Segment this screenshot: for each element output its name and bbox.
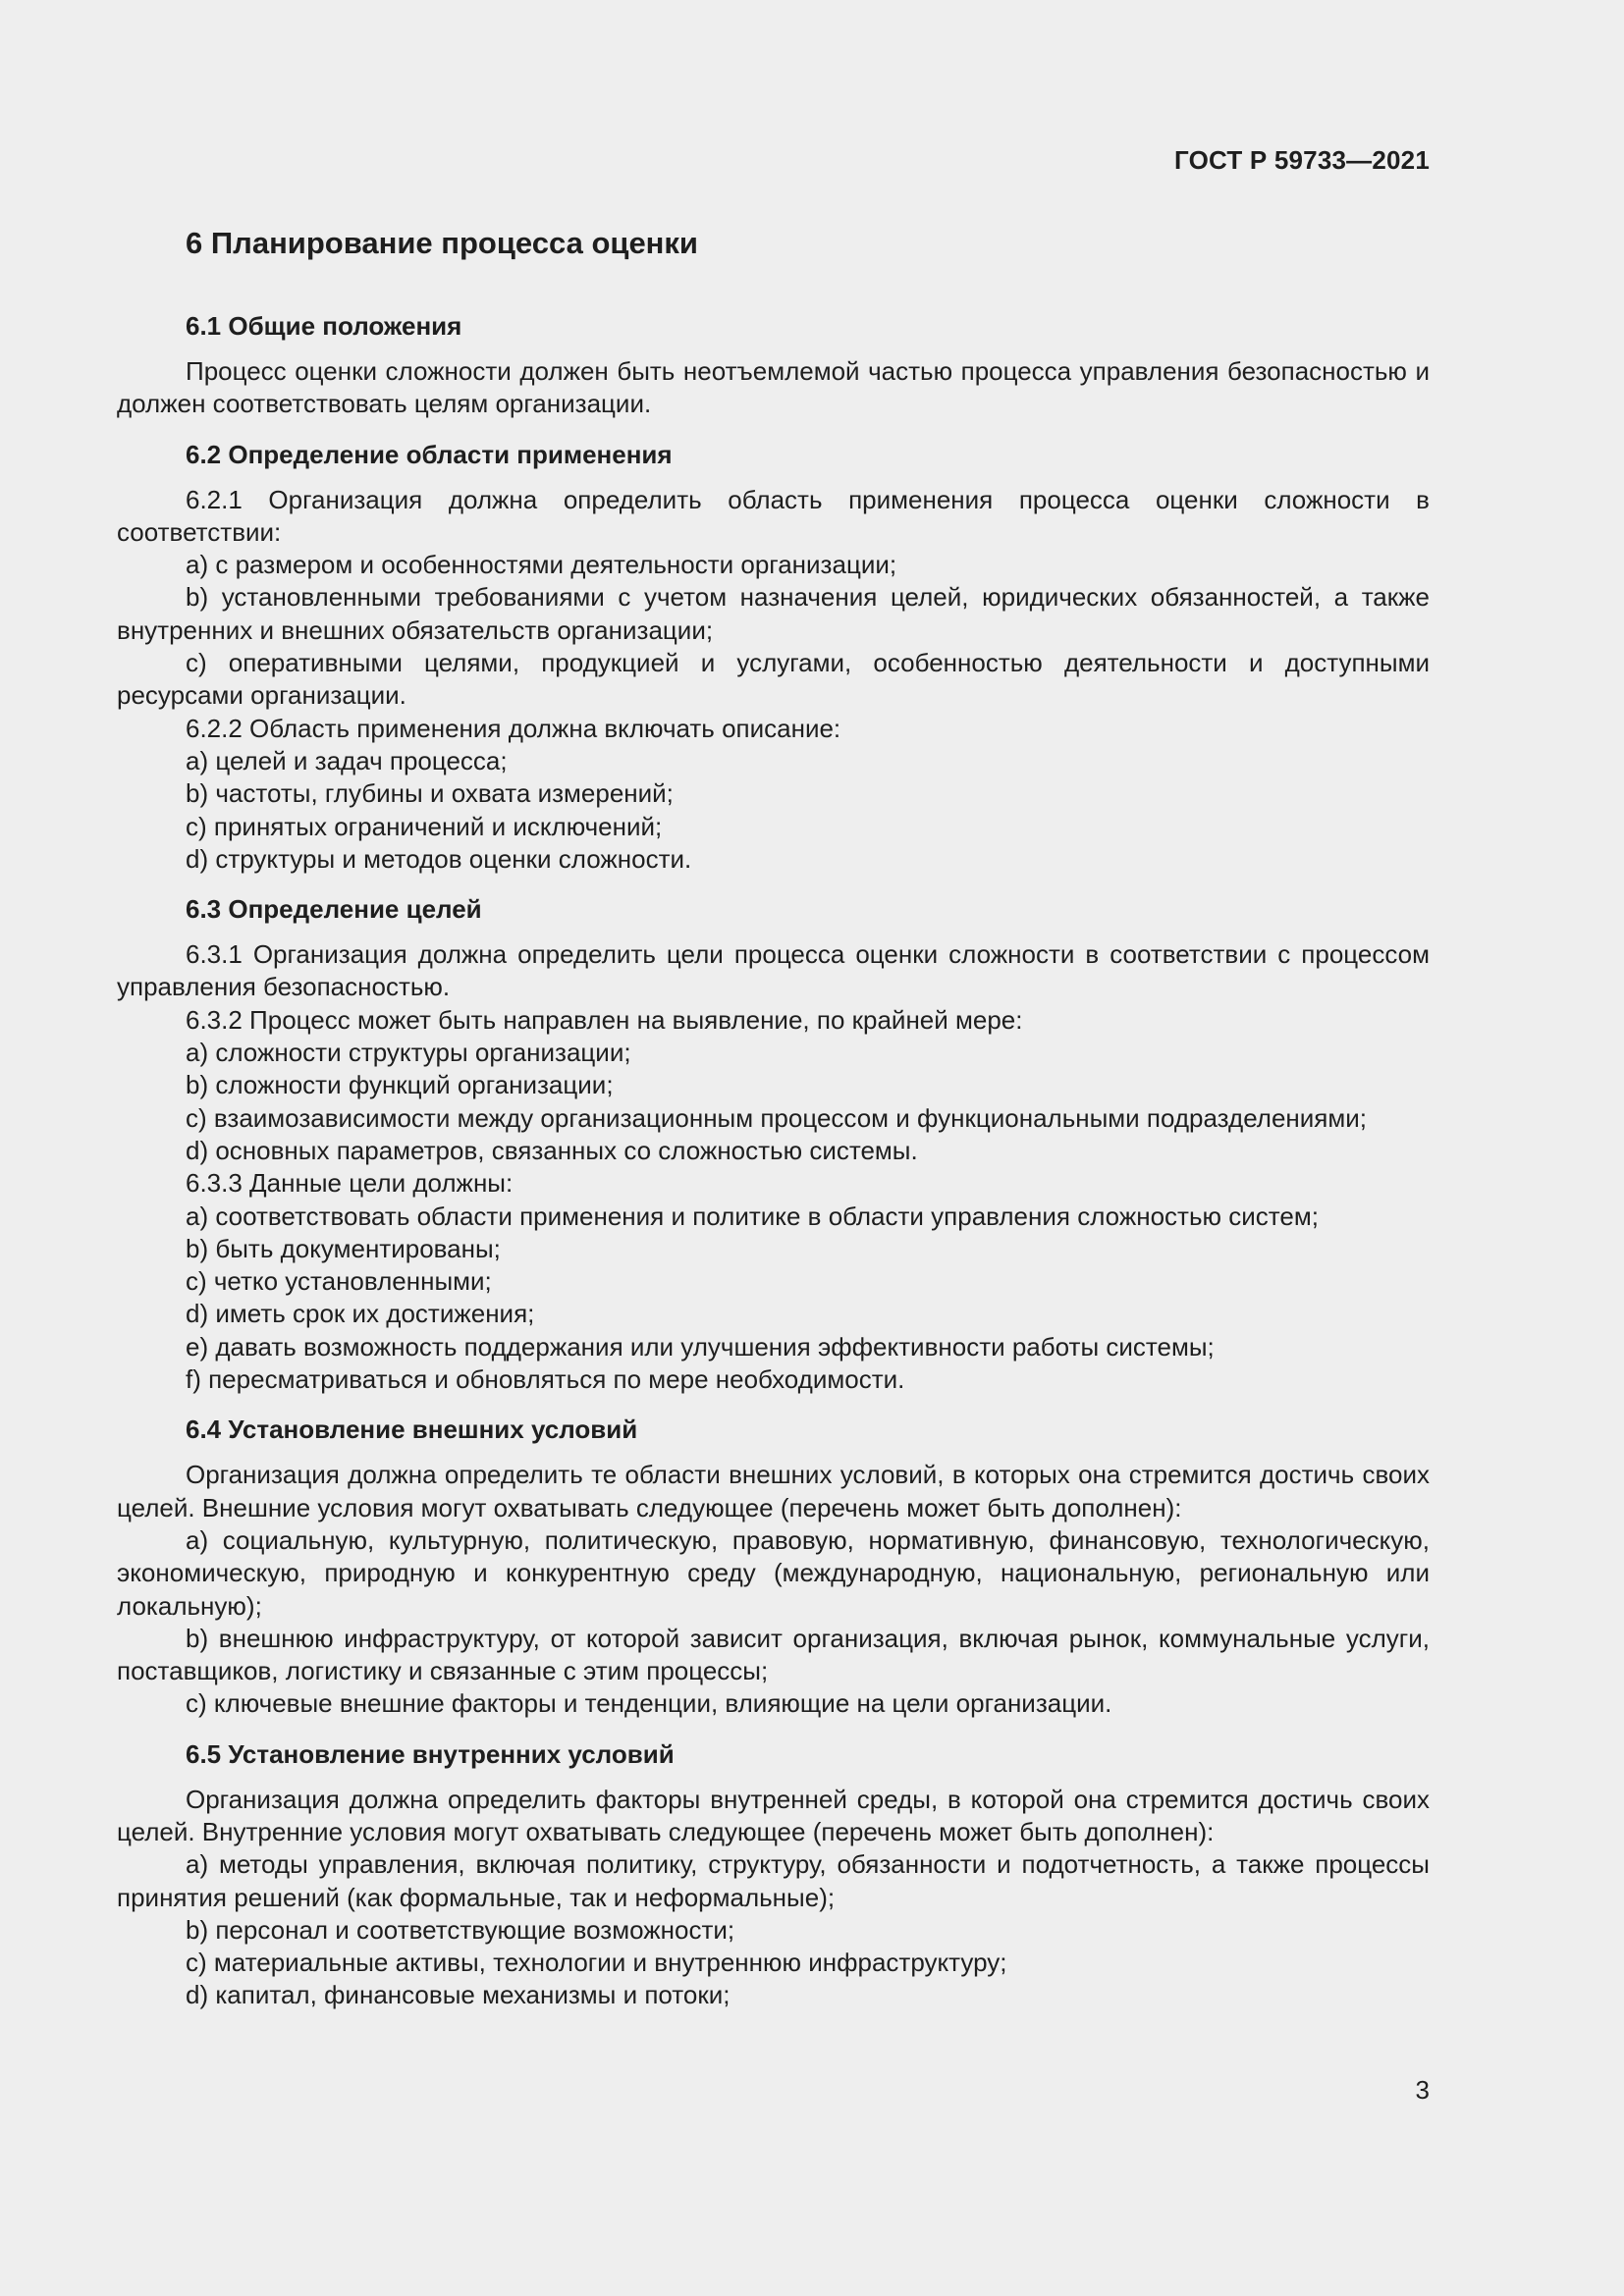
list-item: d) структуры и методов оценки сложности.: [186, 843, 692, 874]
list-item: d) иметь срок их достижения;: [186, 1299, 535, 1329]
section-heading: 6.2 Определение области применения: [186, 439, 673, 469]
list-item: d) основных параметров, связанных со сложностью системы.: [186, 1135, 918, 1165]
paragraph: 6.2.1 Организация должна определить область применения процесса оценки сложности в соответствии:: [117, 484, 1430, 547]
paragraph: 6.3.2 Процесс может быть направлен на выявление, по крайней мере:: [186, 1004, 1023, 1035]
section-6-1: [117, 310, 1430, 421]
paragraph: 6.3.1 Организация должна определить цели процесса оценки сложности в соответствии с процессом управления безопасностью.: [117, 939, 1430, 1002]
list-item: c) оперативными целями, продукцией и услугами, особенностью деятельности и доступными ресурсами организации.: [117, 648, 1430, 711]
list-item: d) капитал, финансовые механизмы и потоки;: [186, 1980, 731, 2010]
list-item: b) сложности функций организации;: [186, 1070, 614, 1100]
list-item: c) материальные активы, технологии и внутреннюю инфраструктуру;: [186, 1948, 1007, 1978]
paragraph: 6.2.2 Область применения должна включать описание:: [186, 713, 841, 743]
list-item: b) внешнюю инфраструктуру, от которой зависит организация, включая рынок, коммунальные услуги, поставщиков, логистику и связанные с этим процессы;: [117, 1623, 1430, 1686]
section-6-3: [117, 893, 1430, 1396]
paragraph: 6.3.3 Данные цели должны:: [186, 1168, 514, 1199]
list-item: a) с размером и особенностями деятельности организации;: [186, 550, 897, 580]
section-6-2: [117, 439, 1430, 877]
section-6-4: [117, 1414, 1430, 1720]
paragraph: Процесс оценки сложности должен быть неотъемлемой частью процесса управления безопасностью и должен соответствовать целям организации.: [117, 356, 1430, 419]
page-number: 3: [1415, 2075, 1430, 2105]
list-item: a) методы управления, включая политику, структуру, обязанности и подотчетность, а также процессы принятия решений (как формальные, так и неформальные);: [117, 1849, 1430, 1912]
page-content: [117, 224, 1430, 2030]
list-item: b) установленными требованиями с учетом назначения целей, юридических обязанностей, а также внутренних и внешних обязательств организации;: [117, 582, 1430, 645]
list-item: c) ключевые внешние факторы и тенденции, влияющие на цели организации.: [186, 1688, 1112, 1719]
list-item: e) давать возможность поддержания или улучшения эффективности работы системы;: [186, 1331, 1215, 1362]
section-heading: 6.5 Установление внутренних условий: [186, 1738, 675, 1769]
list-item: f) пересматриваться и обновляться по мере необходимости.: [186, 1364, 905, 1395]
list-item: c) четко установленными;: [186, 1266, 492, 1297]
chapter-title: 6 Планирование процесса оценки: [186, 226, 698, 260]
section-heading: 6.1 Общие положения: [186, 311, 462, 341]
list-item: a) соответствовать области применения и политике в области управления сложностью систем;: [186, 1201, 1319, 1231]
paragraph: Организация должна определить те области внешних условий, в которых она стремится достичь своих целей. Внешние условия могут охватывать следующее (перечень может быть дополнен):: [117, 1460, 1430, 1522]
list-item: a) социальную, культурную, политическую, правовую, нормативную, финансовую, технологическую, экономическую, природную и конкурентную среду (международную, национальную, региональную или локальную);: [117, 1524, 1430, 1621]
standard-code: ГОСТ Р 59733—2021: [1174, 145, 1430, 175]
list-item: b) персонал и соответствующие возможности;: [186, 1914, 735, 1945]
section-6-5: [117, 1738, 1430, 2012]
list-item: b) частоты, глубины и охвата измерений;: [186, 778, 674, 809]
section-heading: 6.4 Установление внешних условий: [186, 1415, 638, 1445]
list-item: b) быть документированы;: [186, 1233, 501, 1263]
list-item: c) принятых ограничений и исключений;: [186, 811, 663, 841]
paragraph: Организация должна определить факторы внутренней среды, в которой она стремится достичь своих целей. Внутренние условия могут охватывать следующее (перечень может быть дополнен):: [117, 1784, 1430, 1846]
list-item: a) целей и задач процесса;: [186, 745, 508, 775]
list-item: c) взаимозависимости между организационным процессом и функциональными подразделениями;: [186, 1102, 1368, 1133]
list-item: a) сложности структуры организации;: [186, 1038, 631, 1068]
section-heading: 6.3 Определение целей: [186, 894, 482, 925]
